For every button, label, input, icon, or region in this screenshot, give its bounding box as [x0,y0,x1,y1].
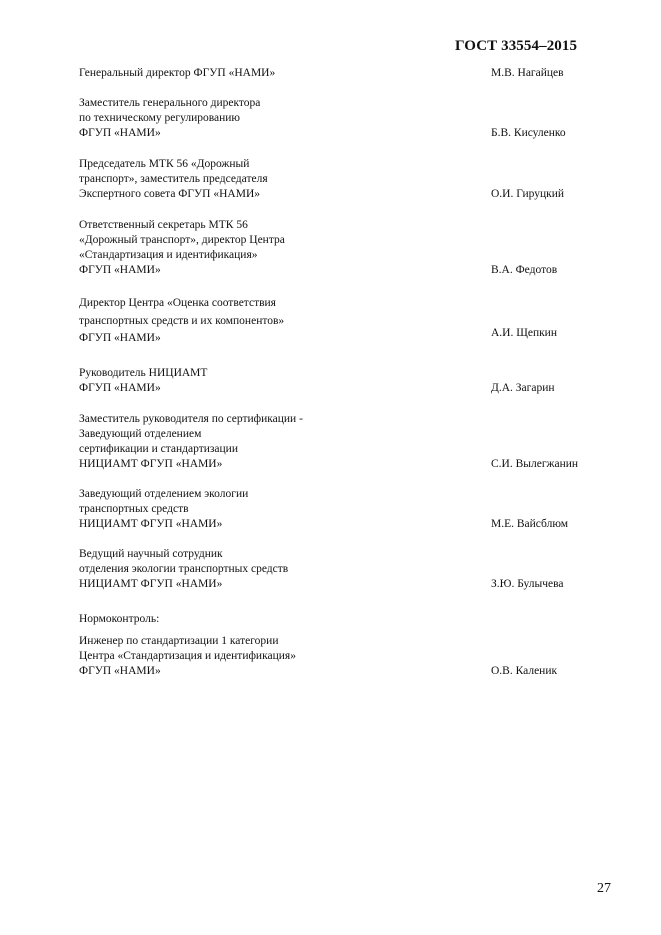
normcontrol-entry [79,634,619,679]
normcontrol-label: Нормоконтроль: [79,613,160,625]
position-line: ФГУП «НАМИ» [79,264,161,276]
signatory-position [79,412,479,472]
document-code: ГОСТ 33554–2015 [455,38,578,54]
signatory-position [79,218,479,278]
position-line: Заведующий отделением экологии [79,488,249,500]
signatory-position [79,487,479,532]
signatory-position [79,66,479,81]
position-line: ФГУП «НАМИ» [79,332,161,344]
signatory-entry [79,295,619,348]
position-line: транспортных средств и их компонентов» [79,314,285,327]
position-line: Председатель МТК 56 «Дорожный [79,158,250,170]
signatory-position [79,96,479,141]
signatory-entry [79,547,619,592]
position-line: Ведущий научный сотрудник [79,548,223,560]
position-line: ФГУП «НАМИ» [79,665,161,677]
position-line: «Стандартизация и идентификация» [79,249,258,261]
position-line: ФГУП «НАМИ» [79,127,161,139]
signatory-name: А.И. Щепкин [491,327,557,339]
signatory-position [79,295,479,348]
signatory-entry [79,412,619,472]
signatory-name: Б.В. Кисуленко [491,127,566,139]
position-line: Генеральный директор ФГУП «НАМИ» [79,67,276,79]
signatory-name: Д.А. Загарин [491,382,555,394]
signatory-name: С.И. Вылегжанин [491,458,579,470]
position-line: Центра «Стандартизация и идентификация» [79,650,296,662]
signatory-name: М.В. Нагайцев [491,67,564,79]
signatory-name: В.А. Федотов [491,264,558,276]
position-line: Руководитель НИЦИАМТ [79,367,208,379]
signatory-entry [79,96,619,141]
signatory-entry [79,218,619,278]
signatory-name: М.Е. Вайсблюм [491,518,569,530]
page-number: 27 [597,881,611,896]
position-line: Заместитель руководителя по сертификации - [79,413,303,425]
position-line: Директор Центра «Оценка соответствия [79,297,276,309]
signatory-position [79,634,479,679]
position-line: Ответственный секретарь МТК 56 [79,219,248,231]
position-line: Заместитель генерального директора [79,97,261,109]
position-line: транспорт», заместитель председателя [79,173,268,185]
position-line: Экспертного совета ФГУП «НАМИ» [79,188,261,200]
position-line: отделения экологии транспортных средств [79,563,289,575]
position-line: транспортных средств [79,503,189,515]
position-line: ФГУП «НАМИ» [79,382,161,394]
signatory-position [79,157,479,202]
position-line: Заведующий отделением [79,428,202,440]
position-line: сертификации и стандартизации [79,443,238,455]
signatory-entry [79,366,619,396]
position-line: по техническому регулированию [79,112,241,124]
position-line: НИЦИАМТ ФГУП «НАМИ» [79,578,223,590]
signatory-position [79,547,479,592]
signatory-name: О.В. Каленик [491,665,558,677]
signatory-name: З.Ю. Булычева [491,578,564,590]
position-line: Инженер по стандартизации 1 категории [79,635,279,647]
position-line: «Дорожный транспорт», директор Центра [79,234,285,246]
signatory-position [79,366,479,396]
signatory-entry [79,157,619,202]
signatory-name: О.И. Гируцкий [491,188,564,200]
signatory-entry [79,487,619,532]
position-line: НИЦИАМТ ФГУП «НАМИ» [79,458,223,470]
signatory-entry [79,66,619,81]
position-line: НИЦИАМТ ФГУП «НАМИ» [79,518,223,530]
